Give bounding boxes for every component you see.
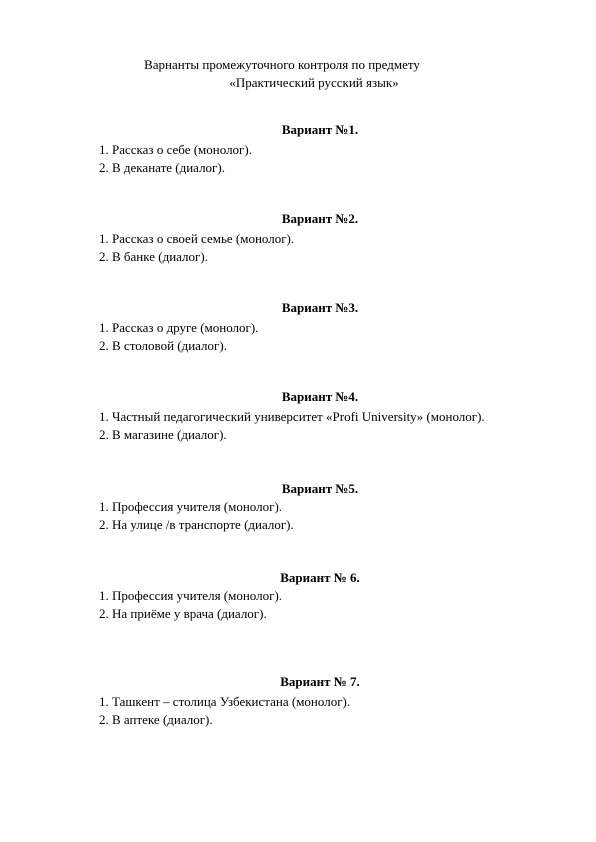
variant-4-item-1: 1. Частный педагогический университет «Profi University» (монолог).: [99, 409, 485, 424]
variant-6-item-1: 1. Профессия учителя (монолог).: [99, 588, 283, 603]
variant-1-item-1: 1. Рассказ о себе (монолог).: [99, 142, 252, 157]
variant-3-item-1: 1. Рассказ о друге (монолог).: [99, 320, 259, 335]
variant-7-item-2: 2. В аптеке (диалог).: [99, 712, 213, 727]
variant-7-title: Вариант № 7.: [280, 674, 360, 689]
variant-2-title: Вариант №2.: [281, 211, 359, 226]
variant-4-title: Вариант №4.: [281, 389, 359, 404]
variant-6-item-2: 2. На приёме у врача (диалог).: [99, 606, 267, 621]
variant-1-item-2: 2. В деканате (диалог).: [99, 160, 225, 175]
document-heading-line-2: «Практический русский язык»: [229, 75, 399, 90]
variant-3-title: Вариант №3.: [281, 300, 359, 315]
variant-4-item-2: 2. В магазине (диалог).: [99, 427, 227, 442]
document-heading-line-1: Варнанты промежуточного контроля по предмету: [144, 57, 420, 72]
variant-7-item-1: 1. Ташкент – столица Узбекистана (монолог).: [99, 694, 351, 709]
variant-3-item-2: 2. В столовой (диалог).: [99, 338, 227, 353]
variant-2-item-2: 2. В банке (диалог).: [99, 249, 208, 264]
variant-5-item-1: 1. Профессия учителя (монолог).: [99, 499, 283, 514]
variant-5-item-2: 2. На улице /в транспорте (диалог).: [99, 517, 294, 532]
variant-5-title: Вариант №5.: [281, 481, 359, 496]
variant-1-title: Вариант №1.: [281, 122, 359, 137]
variant-6-title: Вариант № 6.: [280, 570, 360, 585]
variant-2-item-1: 1. Рассказ о своей семье (монолог).: [99, 231, 295, 246]
